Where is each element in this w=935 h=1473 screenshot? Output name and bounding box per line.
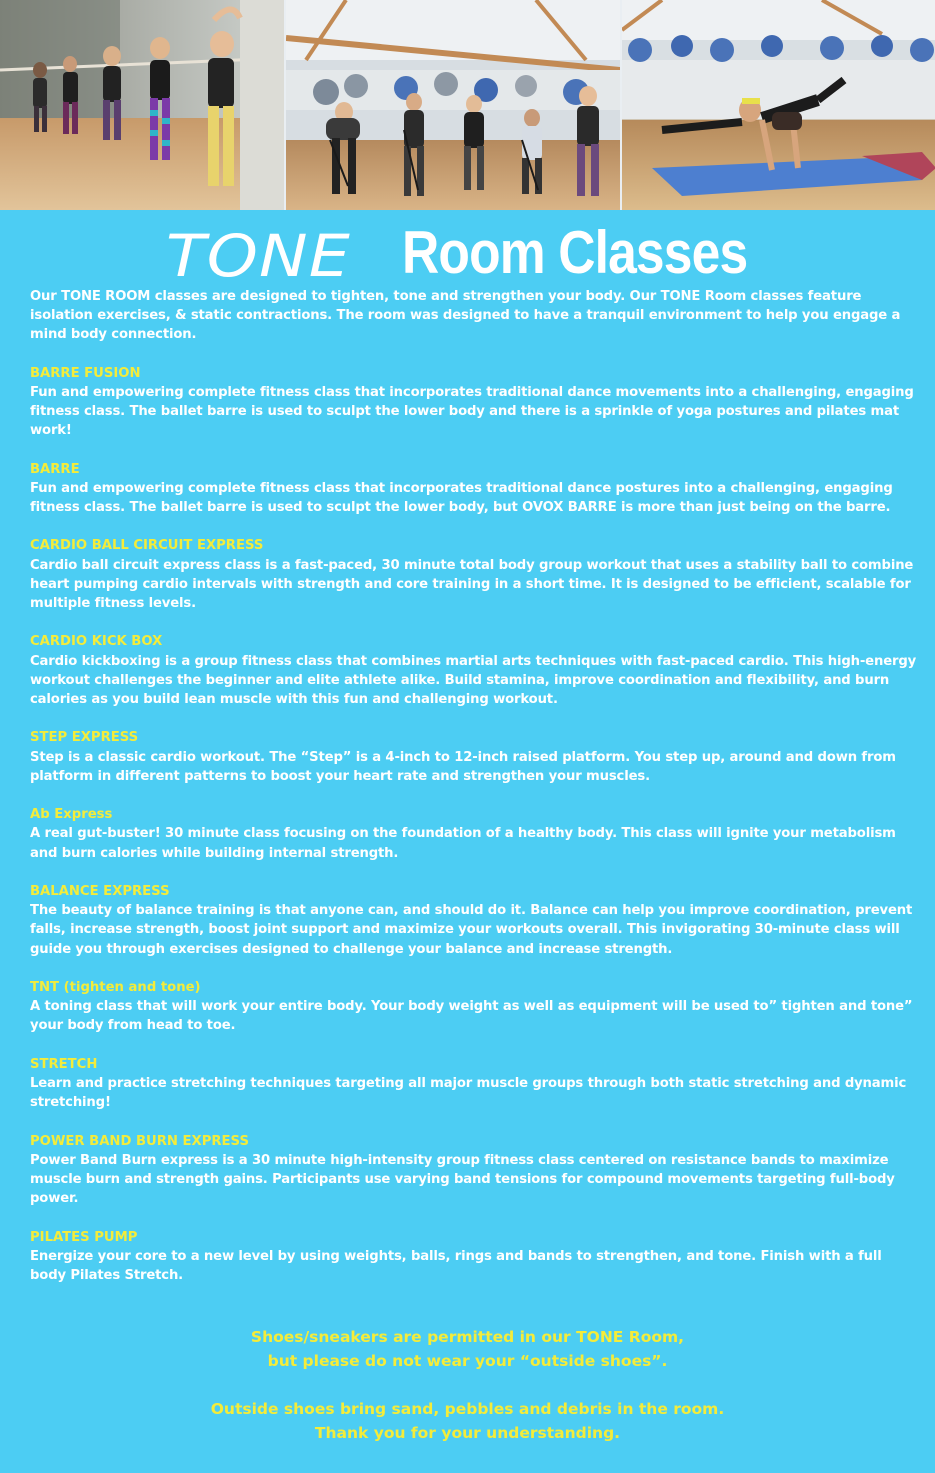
class-barre bbox=[30, 460, 920, 518]
barre-class-photo bbox=[0, 0, 284, 210]
intro-paragraph: Our TONE ROOM classes are designed to tighten, tone and strengthen your body. Our TONE Room classes feature isolation exercises, & static contractions. The room was designed to have a tranquil environment to help you engage a mind body connection. bbox=[30, 289, 901, 343]
classes-content bbox=[30, 287, 920, 1304]
class-cardio-ball-circuit-express bbox=[30, 536, 920, 613]
class-name: POWER BAND BURN EXPRESS bbox=[30, 1133, 249, 1149]
class-description: Power Band Burn express is a 30 minute high-intensity group fitness class centered on resistance bands to maximize muscle burn and strength gains. Participants use varying band tensions for compound movements targeting full-body power. bbox=[30, 1152, 895, 1207]
class-description: Energize your core to a new level by using weights, balls, rings and bands to strengthen, and tone. Finish with a full body Pilates Stretch. bbox=[30, 1248, 882, 1283]
class-name: BARRE bbox=[30, 461, 80, 477]
class-description: Fun and empowering complete fitness class that incorporates traditional dance movements into a challenging, engaging fitness class. The ballet barre is used to sculpt the lower body and there is a sprinkle of yoga postures and pilates mat work! bbox=[30, 384, 914, 439]
class-description: A real gut-buster! 30 minute class focusing on the foundation of a healthy body. This class will ignite your metabolism and burn calories while building internal strength. bbox=[30, 826, 896, 861]
class-cardio-kick-box bbox=[30, 632, 920, 709]
class-name: CARDIO BALL CIRCUIT EXPRESS bbox=[30, 538, 264, 554]
class-tnt bbox=[30, 978, 920, 1036]
title-tone-word: TONE bbox=[166, 222, 351, 290]
notice-line: Shoes/sneakers are permitted in our TONE Room, bbox=[250, 1328, 685, 1346]
page-title bbox=[166, 218, 806, 288]
class-description: Learn and practice stretching techniques targeting all major muscle groups through both static stretching and dynamic stretching! bbox=[30, 1076, 907, 1111]
class-name: BARRE FUSION bbox=[30, 365, 141, 381]
class-name: PILATES PUMP bbox=[30, 1229, 138, 1245]
class-pilates-pump bbox=[30, 1228, 920, 1286]
photo-strip bbox=[0, 0, 935, 210]
class-description: Step is a classic cardio workout. The “Step” is a 4-inch to 12-inch raised platform. You step up, around and down from platform in different patterns to boost your heart rate and strengthen your muscles. bbox=[30, 749, 896, 784]
band-class-photo bbox=[284, 0, 619, 210]
shoes-notice bbox=[0, 1325, 935, 1373]
class-step-express bbox=[30, 728, 920, 786]
title-room-classes: Room Classes bbox=[402, 219, 748, 286]
class-balance-express bbox=[30, 882, 920, 959]
notice-line: Thank you for your understanding. bbox=[314, 1424, 621, 1442]
class-name: Ab Express bbox=[30, 807, 113, 823]
notice-line: Outside shoes bring sand, pebbles and debris in the room. bbox=[210, 1400, 725, 1418]
class-description: Fun and empowering complete fitness class that incorporates traditional dance postures into a challenging, engaging fitness class. The ballet barre is used to sculpt the lower body, but OVOX BARRE is more than just being on the barre. bbox=[30, 480, 893, 516]
class-barre-fusion bbox=[30, 364, 920, 441]
class-stretch bbox=[30, 1055, 920, 1113]
debris-notice bbox=[0, 1397, 935, 1445]
notice-line: but please do not wear your “outside shoes”. bbox=[267, 1352, 668, 1370]
class-ab-express bbox=[30, 805, 920, 863]
class-name: BALANCE EXPRESS bbox=[30, 884, 170, 899]
class-name: STRETCH bbox=[30, 1056, 98, 1072]
class-description: Cardio kickboxing is a group fitness class that combines martial arts techniques with fast-paced cardio. This high-energy workout challenges the beginner and elite athlete alike. Build stamina, improve coordination and flexibility, and burn calories as you build lean muscle with this fun and challenging workout. bbox=[30, 653, 917, 708]
class-power-band-burn-express bbox=[30, 1132, 920, 1209]
class-description: Cardio ball circuit express class is a fast-paced, 30 minute total body group workout that uses a stability ball to combine heart pumping cardio intervals with strength and core training in a short time. It is designed to be efficient, scalable for multiple fitness levels. bbox=[30, 557, 914, 612]
class-name: CARDIO KICK BOX bbox=[30, 634, 163, 650]
yoga-pose-photo bbox=[620, 0, 935, 210]
class-description: A toning class that will work your entire body. Your body weight as well as equipment will be used to” tighten and tone” your body from head to toe. bbox=[30, 999, 913, 1034]
class-description: The beauty of balance training is that anyone can, and should do it. Balance can help you improve coordination, prevent falls, increase strength, boost joint support and maximize your workouts overall. This invigorating 30-minute class will guide you through exercises designed to challenge your balance and increase strength. bbox=[30, 903, 913, 957]
class-name: TNT (tighten and tone) bbox=[30, 980, 201, 995]
class-name: STEP EXPRESS bbox=[30, 730, 139, 746]
